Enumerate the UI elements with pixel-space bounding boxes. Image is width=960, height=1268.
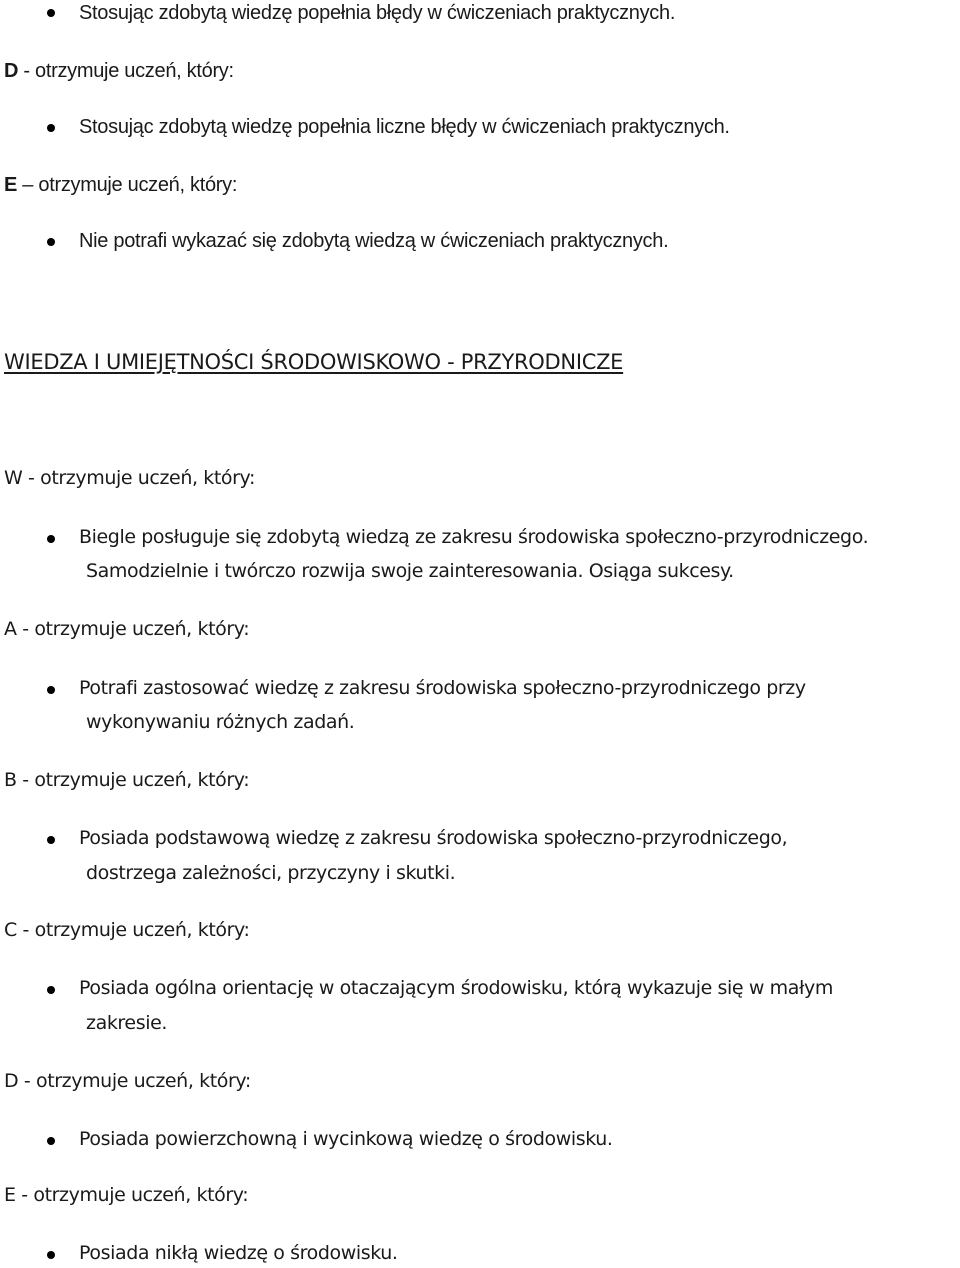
bullet-icon xyxy=(47,535,55,543)
list-item: Posiada powierzchowną i wycinkową wiedzę o środowisku. xyxy=(79,1128,613,1150)
grade-label-c: C - otrzymuje uczeń, który: xyxy=(4,919,250,941)
grade-label-a: A - otrzymuje uczeń, który: xyxy=(4,618,250,640)
section-heading: WIEDZA I UMIEJĘTNOŚCI ŚRODOWISKOWO - PRZYRODNICZE xyxy=(4,350,624,374)
grade-label-text: – otrzymuje uczeń, który: xyxy=(17,174,238,196)
grade-label-e2: E - otrzymuje uczeń, który: xyxy=(4,1184,249,1206)
list-item: Stosując zdobytą wiedzę popełnia liczne błędy w ćwiczeniach praktycznych. xyxy=(79,116,730,138)
bullet-icon xyxy=(47,124,55,132)
list-item: Potrafi zastosować wiedzę z zakresu środowiska społeczno-przyrodniczego przy xyxy=(79,677,806,699)
grade-letter: E xyxy=(4,174,18,196)
grade-label-e xyxy=(4,175,237,195)
grade-label-d2: D - otrzymuje uczeń, który: xyxy=(4,1070,251,1092)
bullet-icon xyxy=(47,986,55,994)
list-item: Posiada ogólna orientację w otaczającym środowisku, którą wykazuje się w małym xyxy=(79,977,833,999)
list-item: Stosując zdobytą wiedzę popełnia błędy w ćwiczeniach praktycznych. xyxy=(79,2,676,24)
list-item-continuation: zakresie. xyxy=(86,1012,168,1034)
list-item: Nie potrafi wykazać się zdobytą wiedzą w ćwiczeniach praktycznych. xyxy=(79,230,669,252)
grade-label-w: W - otrzymuje uczeń, który: xyxy=(4,467,256,489)
list-item: Biegle posługuje się zdobytą wiedzą ze zakresu środowiska społeczno-przyrodniczego. xyxy=(79,526,869,548)
bullet-icon xyxy=(47,238,55,246)
list-item: Posiada podstawową wiedzę z zakresu środowiska społeczno-przyrodniczego, xyxy=(79,827,788,849)
bullet-icon xyxy=(47,836,55,844)
bullet-icon xyxy=(47,9,55,17)
list-item-continuation: Samodzielnie i twórczo rozwija swoje zainteresowania. Osiąga sukcesy. xyxy=(86,560,734,582)
bullet-icon xyxy=(47,1137,55,1145)
grade-letter: D xyxy=(4,60,19,82)
list-item-continuation: wykonywaniu różnych zadań. xyxy=(86,711,355,733)
grade-label-text: - otrzymuje uczeń, który: xyxy=(18,60,234,82)
bullet-icon xyxy=(47,1251,55,1259)
bullet-icon xyxy=(47,686,55,694)
grade-label-b: B - otrzymuje uczeń, który: xyxy=(4,769,250,791)
list-item-continuation: dostrzega zależności, przyczyny i skutki. xyxy=(86,862,456,884)
grade-label-d xyxy=(4,61,234,81)
list-item: Posiada nikłą wiedzę o środowisku. xyxy=(79,1242,398,1264)
